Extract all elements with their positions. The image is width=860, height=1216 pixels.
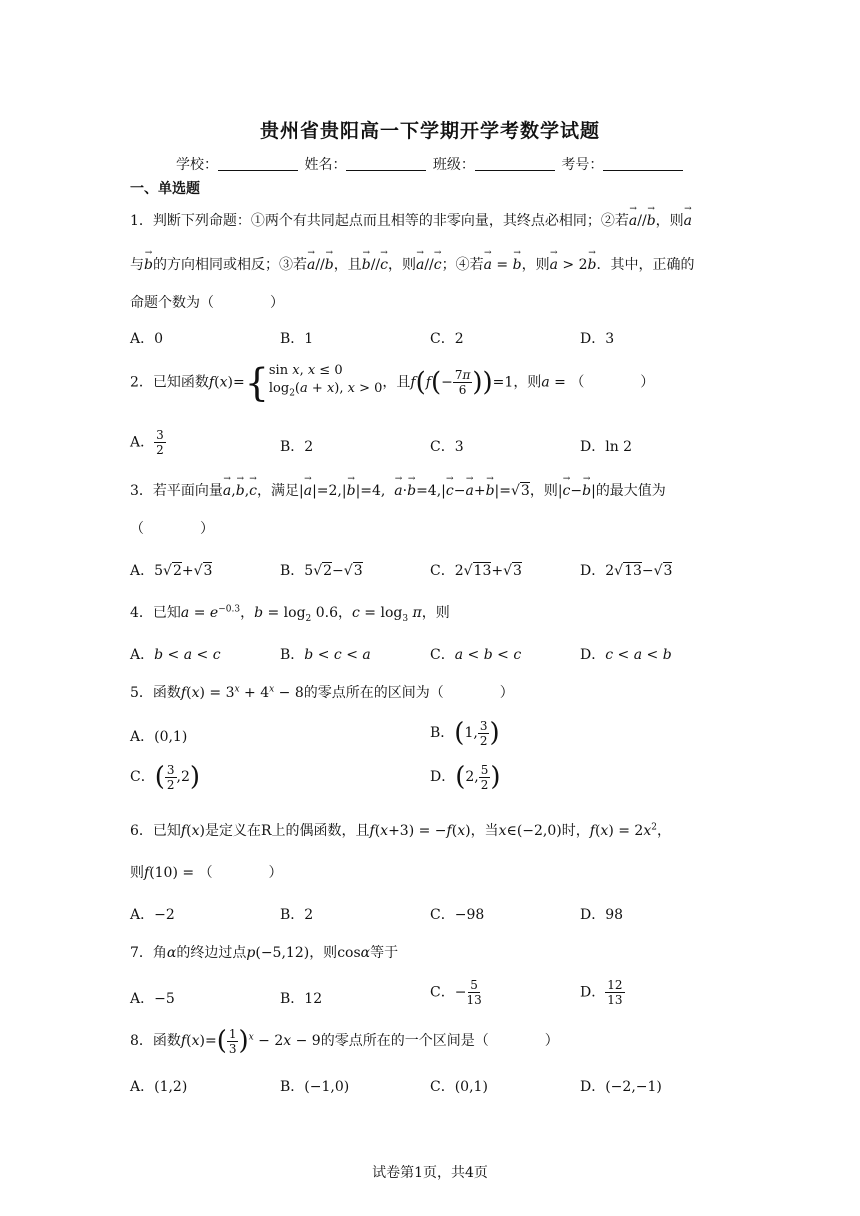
q1-option-a[interactable]: A．0 xyxy=(130,331,164,347)
q8-line: 8．函数f(x)=( $\frac{1}{3}$ )$^x$ − 2x − 9的零点所在的一个区间是（ ） xyxy=(130,1026,559,1056)
q5-option-b[interactable]: B．(1, $\frac{3}{2}$ ) xyxy=(430,718,500,748)
q6-option-c[interactable]: C．−98 xyxy=(430,907,485,923)
name-label: 姓名： xyxy=(304,157,347,173)
q2-line: 2．已知函数f(x)={ sin x, x ≤ 0 $\log_2(a + x)$, x > 0 ，且f(f(− $\frac{7\pi}{6}$ ))=1，则a = （ ） xyxy=(130,360,655,405)
q7-option-c[interactable]: C．− $\frac{5}{13}$ xyxy=(430,978,482,1007)
q1-option-b[interactable]: B．1 xyxy=(280,331,314,347)
q1-line2: 与→ b的方向相同或相反；③若→ a//→ b，且→ b//→ c，则→ a//→ c；④若→ a = → b，则→ a > 2→ b．其中，正确的 xyxy=(130,254,694,274)
q4-option-b[interactable]: B．b < c < a xyxy=(280,647,371,663)
name-blank[interactable] xyxy=(346,156,426,171)
q3-option-d[interactable]: D．2√13−√3 xyxy=(580,563,673,579)
q5-option-d[interactable]: D．(2, $\frac{5}{2}$ ) xyxy=(430,762,501,792)
q7-option-a[interactable]: A．−5 xyxy=(130,991,175,1007)
exam-title: 贵州省贵阳高一下学期开学考数学试题 xyxy=(259,120,600,142)
q7-option-d[interactable]: D． $\frac{12}{13}$ xyxy=(580,978,623,1007)
q7-line: 7．角α的终边过点p(−5,12)，则cosα等于 xyxy=(130,945,399,961)
q3-option-c[interactable]: C．2√13+√3 xyxy=(430,563,522,579)
exam-no-blank[interactable] xyxy=(603,156,683,171)
q7-option-b[interactable]: B．12 xyxy=(280,991,323,1007)
q3-option-b[interactable]: B．5√2−√3 xyxy=(280,563,363,579)
q4-option-d[interactable]: D．c < a < b xyxy=(580,647,672,663)
q3-line2: （ ） xyxy=(130,521,214,537)
q5-option-a[interactable]: A．(0,1) xyxy=(130,729,188,745)
page-footer: 试卷第1页，共4页 xyxy=(372,1165,488,1181)
q2-option-b[interactable]: B．2 xyxy=(280,439,314,455)
q1-line3: 命题个数为（ ） xyxy=(130,295,284,311)
q6-option-d[interactable]: D．98 xyxy=(580,907,624,923)
q4-line: 4．已知$a = e^{-0.3}$，$b = \log_2 0.6$，$c = \log_3 \pi$，则 xyxy=(130,604,450,624)
q5-option-c[interactable]: C．( $\frac{3}{2}$ ,2) xyxy=(130,762,201,792)
q8-option-b[interactable]: B．(−1,0) xyxy=(280,1079,350,1095)
q6-option-b[interactable]: B．2 xyxy=(280,907,314,923)
q2-option-c[interactable]: C．3 xyxy=(430,439,464,455)
section-title: 一、单选题 xyxy=(130,181,200,197)
q8-option-c[interactable]: C．(0,1) xyxy=(430,1079,488,1095)
q2-option-a[interactable]: A． $\frac{3}{2}$ xyxy=(130,428,164,457)
q1-line1: 1．判断下列命题：①两个有共同起点而且相等的非零向量，其终点必相同；②若→ a//→ b，则→ a xyxy=(130,210,692,230)
student-info-row xyxy=(176,154,696,174)
class-blank[interactable] xyxy=(475,156,555,171)
exam-no-label: 考号： xyxy=(561,157,604,173)
q1-option-c[interactable]: C．2 xyxy=(430,331,464,347)
q4-option-c[interactable]: C．a < b < c xyxy=(430,647,522,663)
q6-line2: 则f(10) = （ ） xyxy=(130,865,283,881)
q5-line: 5．函数$f(x) = 3^x + 4^x - 8$的零点所在的区间为（ ） xyxy=(130,684,514,701)
q1-option-d[interactable]: D．3 xyxy=(580,331,615,347)
q6-option-a[interactable]: A．−2 xyxy=(130,907,175,923)
q3-line1: 3．若平面向量→ a,→ b,→ c，满足|→ a|=2,|→ b|=4, → a·→ b=4,|→ c−→ a+→ b|=√3，则|→ c−→ b|的最大值为 xyxy=(130,480,666,500)
school-label: 学校： xyxy=(176,157,218,173)
q3-option-a[interactable]: A．5√2+√3 xyxy=(130,563,213,579)
q6-line1: 6．已知f(x)是定义在R上的偶函数，且f(x+3) = −f(x)，当x∈(−2,0)时，$f(x) = 2x^2$， xyxy=(130,822,671,839)
q8-option-a[interactable]: A．(1,2) xyxy=(130,1079,188,1095)
q4-option-a[interactable]: A．b < a < c xyxy=(130,647,221,663)
q8-option-d[interactable]: D．(−2,−1) xyxy=(580,1079,662,1095)
school-blank[interactable] xyxy=(218,156,298,171)
class-label: 班级： xyxy=(432,157,475,173)
q2-option-d[interactable]: D．ln 2 xyxy=(580,439,633,455)
